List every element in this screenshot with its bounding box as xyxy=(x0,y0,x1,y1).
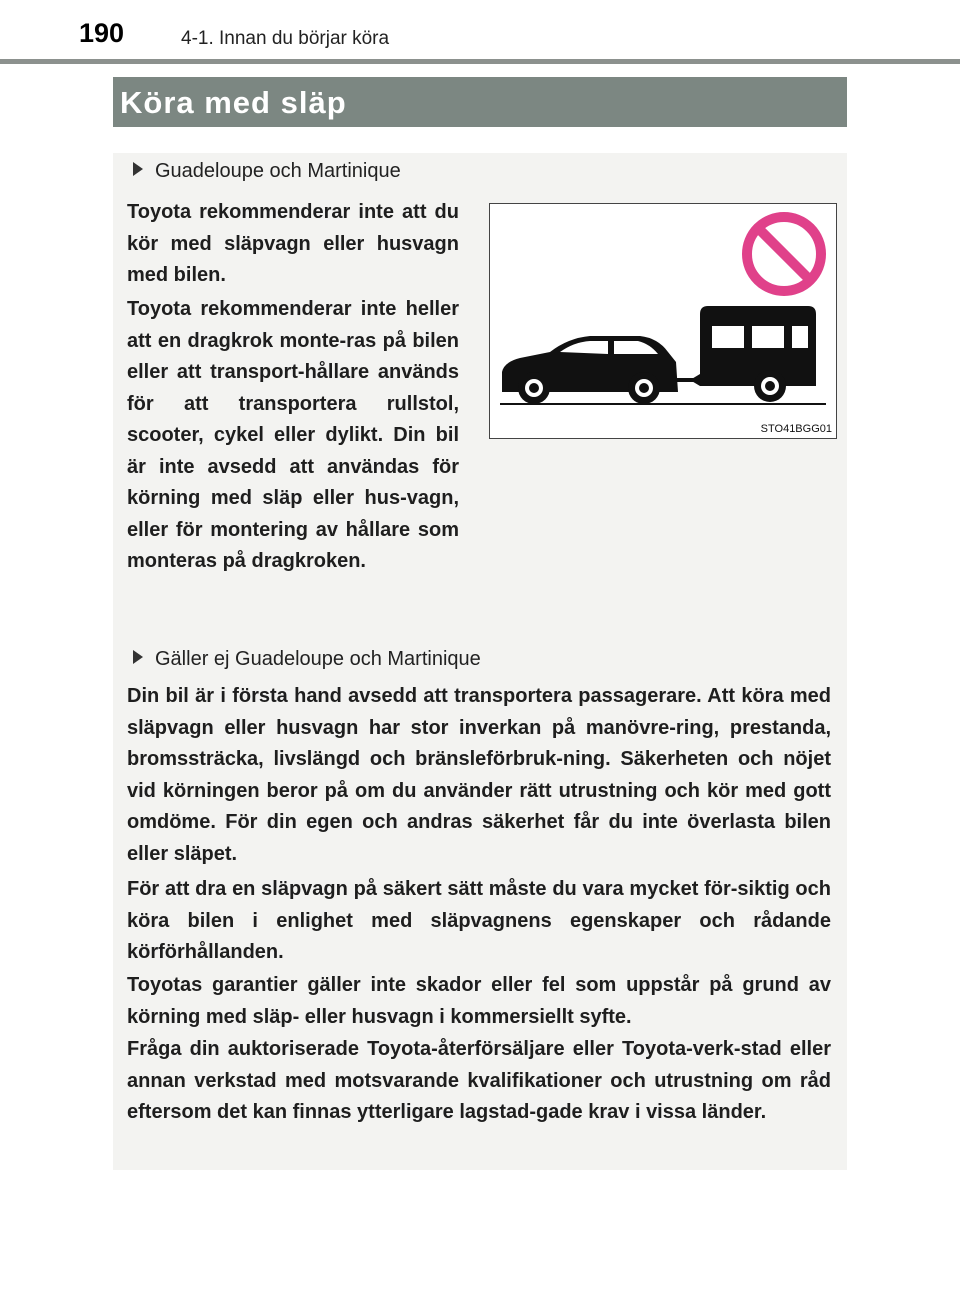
chapter-title: 4-1. Innan du börjar köra xyxy=(181,28,390,49)
arrow-icon xyxy=(133,650,143,664)
paragraph-warranty: Toyotas garantier gäller inte skador eller fel som uppstår på grund av körning med släp- eller husvagn i kommersiellt syfte. xyxy=(127,974,831,1028)
paragraph-no-towing: Toyota rekommenderar inte att du kör med släpvagn eller husvagn med bilen. xyxy=(127,201,459,286)
paragraph-safe-towing: För att dra en släpvagn på säkert sätt måste du vara mycket för-siktig och köra bilen i enlighet med släpvagnens egenskaper och rådande körförhållanden. xyxy=(127,878,831,963)
paragraph-no-hitch: Toyota rekommenderar inte heller att en dragkrok monte-ras på bilen eller att transport-hållare används för att transportera rullstol, scooter, cykel eller dylikt. Din bil är inte avsedd att användas för körning med släp eller hus-vagn, eller för montering av hållare som monteras på dragkroken. xyxy=(127,298,459,572)
prohibited-icon xyxy=(747,217,821,291)
arrow-icon xyxy=(133,162,143,176)
section-title-bar xyxy=(113,77,847,127)
page-number: 190 xyxy=(79,18,125,48)
car-trailer-prohibited-svg xyxy=(490,204,836,438)
paragraph-dealer-advice: Fråga din auktoriserade Toyota-återförsäljare eller Toyota-verk-stad eller annan verkstad med motsvarande kvalifikationer och utrustning om råd eftersom det kan finnas ytterligare lagstad-gade krav i vissa länder. xyxy=(127,1038,831,1123)
trailer-icon xyxy=(690,306,816,402)
paragraph-vehicle-purpose: Din bil är i första hand avsedd att transportera passagerare. Att köra med släpvagn eller husvagn har stor inverkan på manövre-ring, prestanda, bromssträcka, livslängd och bränsleförbruk-ning. Säkerheten och nöjet vid körningen beror på om du använder rätt utrustning och kör med gott omdöme. För din egen och andras säkerhet får du inte överlasta bilen eller släpet. xyxy=(127,685,831,865)
figure-code: STO41BGG01 xyxy=(760,423,832,435)
header-divider xyxy=(0,59,960,64)
region-heading-2-text: Gäller ej Guadeloupe och Martinique xyxy=(155,648,481,670)
towing-illustration xyxy=(489,203,837,439)
section-title: Köra med släp xyxy=(120,85,347,120)
car-icon xyxy=(502,336,678,404)
region-heading-1-text: Guadeloupe och Martinique xyxy=(155,160,401,182)
region-heading-2 xyxy=(133,648,481,671)
region-heading-1 xyxy=(133,160,401,183)
